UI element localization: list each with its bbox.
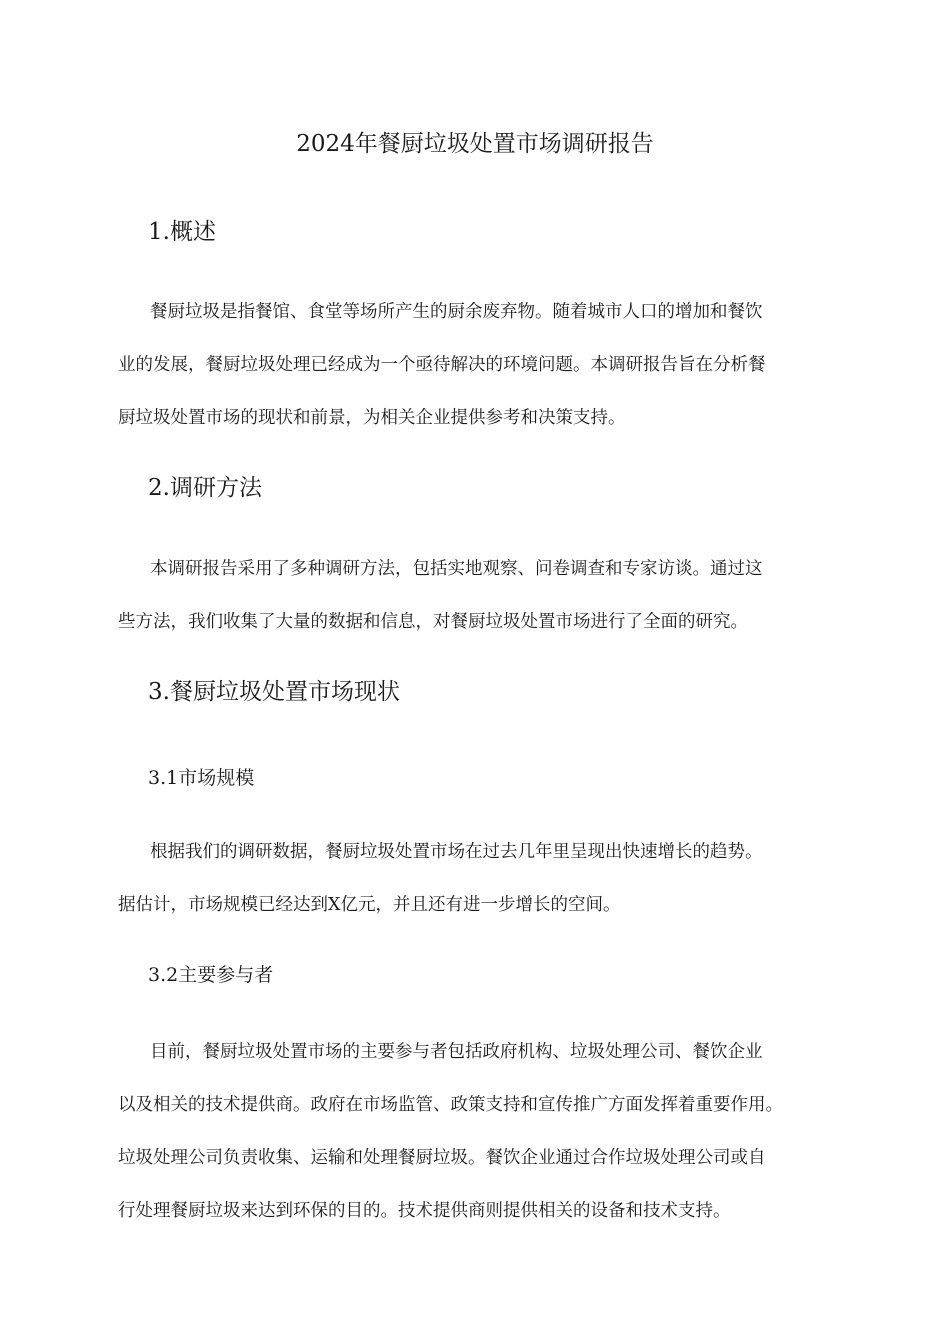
paragraph-line: 垃圾处理公司负责收集、运输和处理餐厨垃圾。餐饮企业通过合作垃圾处理公司或自 xyxy=(118,1148,766,1168)
paragraph-method xyxy=(118,557,846,634)
paragraph-overview xyxy=(118,300,846,430)
paragraph-line: 厨垃圾处置市场的现状和前景，为相关企业提供参考和决策支持。 xyxy=(118,408,626,428)
paragraph-line: 目前，餐厨垃圾处置市场的主要参与者包括政府机构、垃圾处理公司、餐饮企业 xyxy=(150,1042,763,1062)
paragraph-line: 以及相关的技术提供商。政府在市场监管、政策支持和宣传推广方面发挥着重要作用。 xyxy=(118,1095,783,1115)
paragraph-line: 餐厨垃圾是指餐馆、食堂等场所产生的厨余废弃物。随着城市人口的增加和餐饮 xyxy=(150,302,763,322)
paragraph-line: 根据我们的调研数据，餐厨垃圾处置市场在过去几年里呈现出快速增长的趋势。 xyxy=(150,842,763,862)
paragraph-market-size xyxy=(118,840,846,917)
subsection-heading-market-size: 3.1市场规模 xyxy=(148,767,255,789)
document-title: 2024年餐厨垃圾处置市场调研报告 xyxy=(296,131,654,157)
paragraph-line: 据估计，市场规模已经达到X亿元，并且还有进一步增长的空间。 xyxy=(118,895,621,915)
paragraph-line: 业的发展，餐厨垃圾处理已经成为一个亟待解决的环境问题。本调研报告旨在分析餐 xyxy=(118,355,766,375)
section-heading-overview: 1.概述 xyxy=(148,219,216,245)
section-heading-status: 3.餐厨垃圾处置市场现状 xyxy=(148,679,400,705)
section-heading-method: 2.调研方法 xyxy=(148,475,262,501)
paragraph-line: 本调研报告采用了多种调研方法，包括实地观察、问卷调查和专家访谈。通过这 xyxy=(150,559,763,579)
subsection-heading-participants: 3.2主要参与者 xyxy=(148,964,274,986)
paragraph-line: 行处理餐厨垃圾来达到环保的目的。技术提供商则提供相关的设备和技术支持。 xyxy=(118,1201,731,1221)
paragraph-line: 些方法，我们收集了大量的数据和信息，对餐厨垃圾处置市场进行了全面的研究。 xyxy=(118,612,748,632)
paragraph-participants xyxy=(118,1040,846,1223)
